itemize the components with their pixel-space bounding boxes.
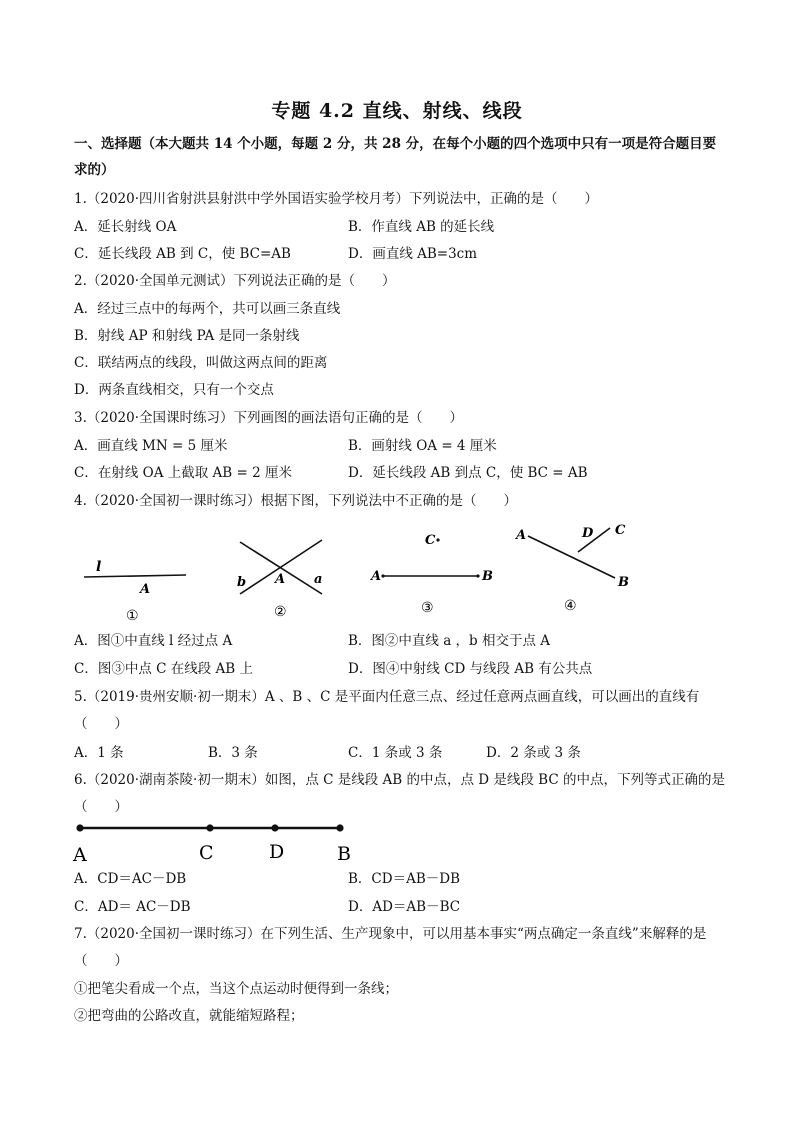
q4-figures <box>70 520 670 625</box>
fig3-point-c <box>436 538 439 541</box>
q2-stem: 2.（2020·全国单元测试）下列说法正确的是（ ） <box>74 273 396 289</box>
fig3-point-a <box>381 574 384 577</box>
q6-stem-line2: （ ） <box>74 799 128 815</box>
q1-stem: 1.（2020·四川省射洪县射洪中学外国语实验学校月考）下列说法中，正确的是（ ） <box>74 191 599 207</box>
q6-option-a: A．CD＝AC－DB <box>74 871 187 887</box>
q7-stem-line2: （ ） <box>74 953 128 969</box>
q6-stem-line1: 6.（2020·湖南茶陵·初一期末）如图，点 C 是线段 AB 的中点，点 D 是线段 BC 的中点，下列等式正确的是 <box>74 772 725 788</box>
fig3-label-a: A <box>371 569 382 584</box>
fig4-label-d: D <box>582 526 594 541</box>
q3-option-d: D．延长线段 AB 到点 C，使 BC = AB <box>348 465 588 481</box>
q7-stem-line1: 7.（2020·全国初一课时练习）在下列生活、生产现象中，可以用基本事实“两点确定一条直线”来解释的是 <box>74 926 707 942</box>
label-d: D <box>269 841 285 863</box>
q2-option-a: A．经过三点中的每两个，共可以画三条直线 <box>74 301 341 317</box>
q3-option-a: A．画直线 MN = 5 厘米 <box>74 438 228 454</box>
fig2-number: ② <box>274 604 287 620</box>
q1-option-a: A．延长射线 OA <box>74 219 177 235</box>
q4-option-b: B．图②中直线 a ，b 相交于点 A <box>348 633 551 649</box>
q2-option-d: D．两条直线相交，只有一个交点 <box>74 382 274 398</box>
q3-stem: 3.（2020·全国课时练习）下列画图的画法语句正确的是（ ） <box>74 410 464 426</box>
fig1-label-l: l <box>96 559 102 575</box>
q5-stem-line1: 5.（2019·贵州安顺·初一期末）A 、B 、C 是平面内任意三点、经过任意两点画直线，可以画出的直线有 <box>74 689 700 705</box>
q4-option-d: D．图④中射线 CD 与线段 AB 有公共点 <box>348 661 593 677</box>
point-b <box>336 824 343 831</box>
fig4-label-b: B <box>618 575 629 590</box>
q6-option-d: D．AD＝AB－BC <box>348 899 461 915</box>
fig1-line-l <box>84 575 186 577</box>
fig1-number: ① <box>126 608 139 624</box>
q5-option-a: A．1 条 <box>74 745 124 761</box>
q6-option-c: C．AD＝ AC－DB <box>74 899 191 915</box>
section-heading-line2: 求的） <box>74 162 115 178</box>
label-a: A <box>73 844 87 866</box>
q6-figure <box>70 816 370 868</box>
fig1-label-a: A <box>140 582 151 597</box>
q3-option-b: B．画射线 OA = 4 厘米 <box>348 438 497 454</box>
label-c: C <box>199 842 214 864</box>
fig2-label-a: a <box>314 572 323 587</box>
q5-option-b: B．3 条 <box>208 745 258 761</box>
fig4-segment-ab <box>528 536 615 578</box>
q7-item-2: ②把弯曲的公路改直，就能缩短路程； <box>74 1008 304 1024</box>
point-c <box>206 824 213 831</box>
fig2-label-b: b <box>237 575 247 590</box>
q4-option-c: C．图③中点 C 在线段 AB 上 <box>74 661 253 677</box>
fig2-label-a-point: A <box>275 572 286 587</box>
page-title: 专题 4.2 直线、射线、线段 <box>271 100 523 122</box>
q1-option-c: C．延长线段 AB 到 C，使 BC=AB <box>74 246 291 262</box>
q5-stem-line2: （ ） <box>74 716 128 732</box>
fig4-label-a: A <box>516 528 527 543</box>
q6-option-b: B．CD＝AB－DB <box>348 871 460 887</box>
q2-option-c: C．联结两点的线段，叫做这两点间的距离 <box>74 355 328 371</box>
q3-option-c: C．在射线 OA 上截取 AB = 2 厘米 <box>74 465 292 481</box>
point-d <box>271 824 278 831</box>
q4-stem: 4.（2020·全国初一课时练习）根据下图，下列说法中不正确的是（ ） <box>74 493 518 509</box>
fig3-number: ③ <box>421 600 434 616</box>
fig3-point-b <box>476 574 479 577</box>
label-b: B <box>337 843 351 865</box>
fig3-label-c: C <box>425 533 436 548</box>
point-a <box>76 824 83 831</box>
fig4-label-c: C <box>615 523 626 538</box>
section-heading-line1: 一、选择题（本大题共 14 个小题，每题 2 分，共 28 分，在每个小题的四个选项中只有一项是符合题目要 <box>74 136 717 152</box>
fig3-label-b: B <box>482 569 493 584</box>
q5-option-d: D．2 条或 3 条 <box>486 745 581 761</box>
q5-option-c: C．1 条或 3 条 <box>348 745 443 761</box>
q4-option-a: A．图①中直线 l 经过点 A <box>74 633 233 649</box>
q1-option-b: B．作直线 AB 的延长线 <box>348 219 495 235</box>
q2-option-b: B．射线 AP 和射线 PA 是同一条射线 <box>74 328 300 344</box>
fig4-number: ④ <box>564 598 577 614</box>
q7-item-1: ①把笔尖看成一个点，当这个点运动时便得到一条线； <box>74 981 398 997</box>
q1-option-d: D．画直线 AB=3cm <box>348 246 478 262</box>
